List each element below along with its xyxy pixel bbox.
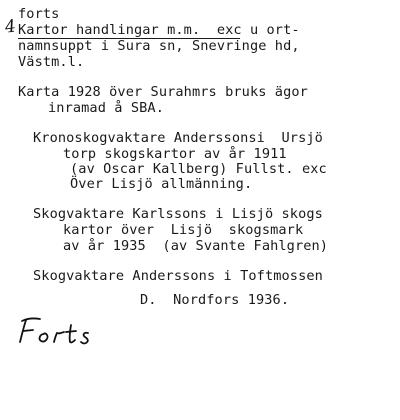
card-line-county: Västm.l. [18, 54, 85, 70]
card-line-location: namnsuppt i Sura sn, Snevringe hd, [18, 38, 300, 54]
card-line-forts-header: forts [18, 6, 60, 22]
card-line-kronoskog-cont1: torp skogskartor av år 1911 [63, 146, 287, 162]
card-line-signature: D. Nordfors 1936. [140, 292, 290, 308]
card-line-title: Kartor handlingar m.m. exc u ort- [18, 22, 300, 38]
handwritten-forts-note [14, 312, 124, 352]
card-line-karlsson-cont2: av år 1935 (av Svante Fahlgren) [63, 238, 329, 254]
card-line-map-1928: Karta 1928 över Surahmrs bruks ägor [18, 84, 308, 100]
card-line-kronoskog: Kronoskogvaktare Anderssonsi Ursjö [33, 130, 323, 146]
card-line-skogvaktare-andersson: Skogvaktare Anderssons i Toftmossen [33, 268, 323, 284]
margin-number-mark: 4 [3, 16, 18, 38]
card-line-kronoskog-cont2: (av Oscar Kallberg) Fullst. exc [70, 161, 327, 177]
card-line-karlsson-cont1: kartor över Lisjö skogsmark [63, 222, 304, 238]
card-line-skogvaktare-karlsson: Skogvaktare Karlssons i Lisjö skogs [33, 206, 323, 222]
card-line-kronoskog-cont3: Över Lisjö allmänning. [70, 176, 253, 192]
card-line-map-1928-cont: inramad å SBA. [48, 100, 164, 116]
